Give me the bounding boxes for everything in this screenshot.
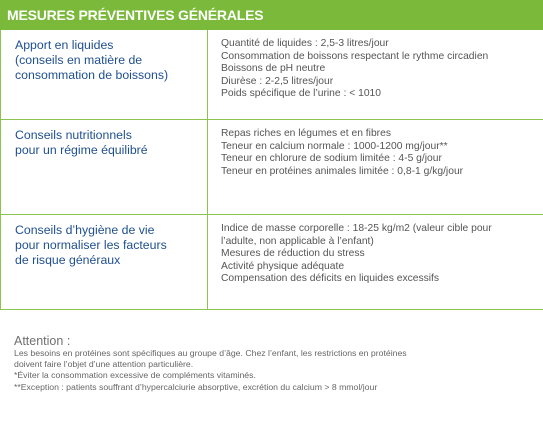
note-line: **Exception : patients souffrant d’hypercalciurie absorptive, excrétion du calcium > 8 mmol/jour	[14, 381, 378, 392]
detail-line: Teneur en chlorure de sodium limitée : 4-5 g/jour	[221, 153, 442, 164]
attention-note	[14, 334, 539, 393]
detail-line: Teneur en calcium normale : 1000-1200 mg/jour**	[221, 140, 448, 152]
note-line: *Éviter la consommation excessive de compléments vitaminés.	[14, 370, 256, 381]
row-details	[221, 223, 539, 286]
note-line: Les besoins en protéines sont spécifiques au groupe d’âge. Chez l’enfant, les restrictions en protéines	[14, 348, 407, 358]
detail-line: Quantité de liquides : 2,5-3 litres/jour	[221, 38, 389, 49]
row-label-line: Apport en liquides	[15, 38, 114, 52]
attention-title: Attention :	[14, 334, 71, 348]
table-header-title: MESURES PRÉVENTIVES GÉNÉRALES	[0, 0, 543, 30]
table-row-lifestyle	[1, 215, 543, 310]
detail-line: Teneur en protéines animales limitée : 0,8-1 g/kg/jour	[221, 165, 464, 177]
row-label-line: pour normaliser les facteurs	[15, 238, 167, 252]
preventive-measures-table	[0, 30, 543, 310]
detail-line: Mesures de réduction du stress	[221, 248, 365, 259]
detail-line: Indice de masse corporelle : 18-25 kg/m2 (valeur cible pour	[221, 223, 492, 234]
row-label-line: consommation de boissons)	[15, 68, 169, 82]
note-line: doivent faire l’objet d’une attention particulière.	[14, 359, 194, 370]
detail-line: Activité physique adéquate	[221, 260, 345, 272]
table-row-fluid-intake	[1, 30, 543, 120]
row-details	[221, 38, 539, 101]
row-label-line: Conseils d’hygiène de vie	[15, 223, 155, 237]
detail-line: Consommation de boissons respectant le rythme circadien	[221, 50, 489, 62]
table-row-nutrition	[1, 120, 543, 215]
detail-line: Diurèse : 2-2,5 litres/jour	[221, 75, 334, 87]
row-label-line: pour un régime équilibré	[15, 143, 148, 157]
row-label	[15, 223, 201, 268]
row-label-line: (conseils en matière de	[15, 53, 143, 67]
row-label	[15, 128, 201, 158]
row-label-line: Conseils nutritionnels	[15, 128, 132, 142]
detail-line: Repas riches en légumes et en fibres	[221, 128, 391, 139]
row-details	[221, 128, 539, 178]
detail-line: Boissons de pH neutre	[221, 63, 326, 74]
detail-line: Compensation des déficits en liquides excessifs	[221, 273, 440, 284]
row-label	[15, 38, 201, 83]
detail-line: l’adulte, non applicable à l’enfant)	[221, 235, 374, 247]
row-label-line: de risque généraux	[15, 253, 121, 267]
detail-line: Poids spécifique de l’urine : < 1010	[221, 88, 381, 99]
